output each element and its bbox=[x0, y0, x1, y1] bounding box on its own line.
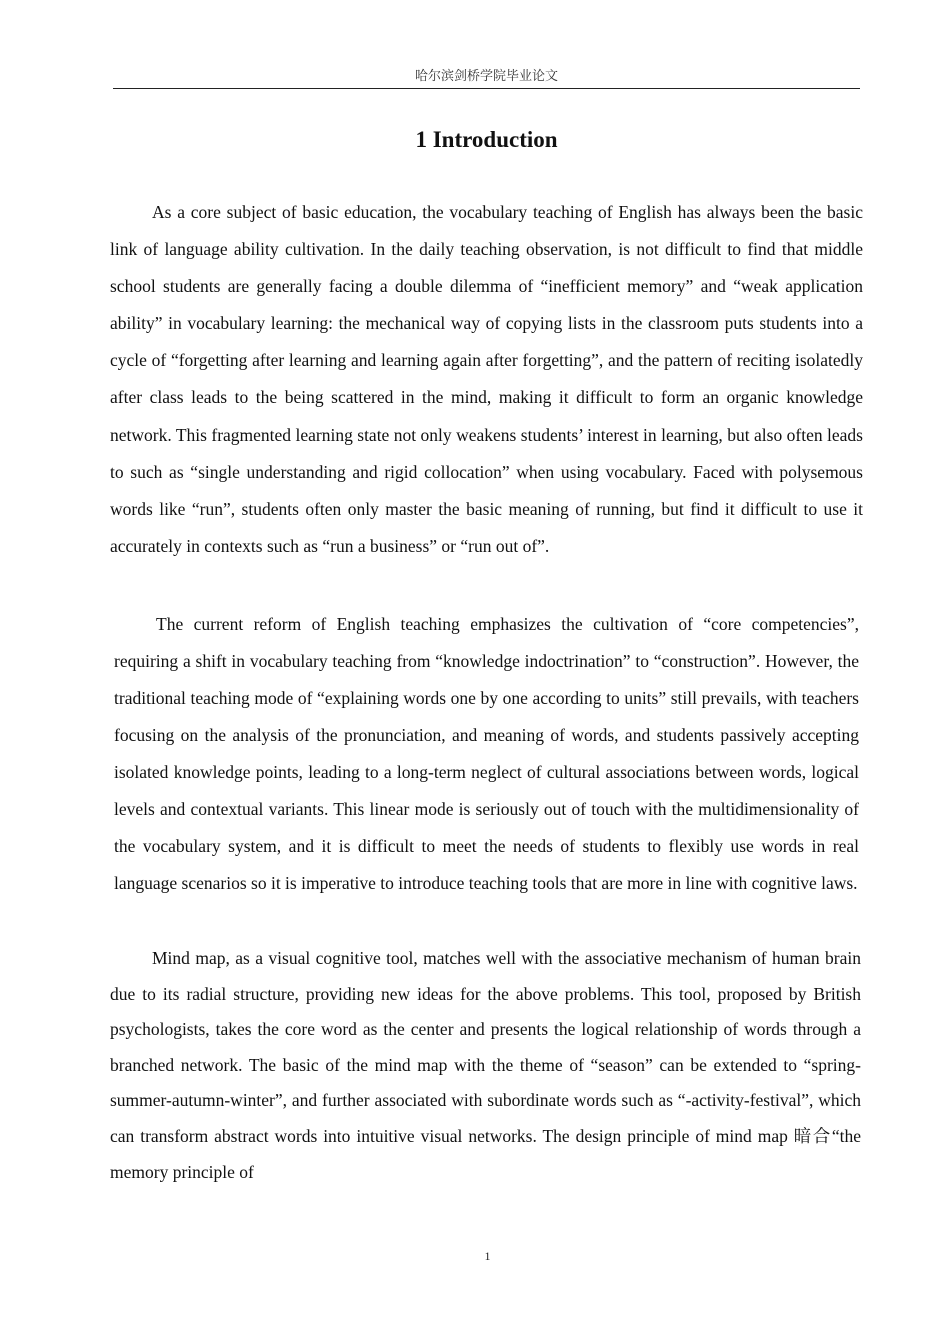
body-paragraph: As a core subject of basic education, the vocabulary teaching of English has always been the basic link of language ability cultivation. In the daily teaching observation, is not difficult to find that middle school students are generally facing a double dilemma of “inefficient memory” and “weak application ability” in vocabulary learning: the mechanical way of copying lists in the classroom puts students into a cycle of “forgetting after learning and learning again after forgetting”, and the pattern of reciting isolatedly after class leads to the being scattered in the mind, making it difficult to form an organic knowledge network. This fragmented learning state not only weakens students’ interest in learning, but also often leads to such as “single understanding and rigid collocation” when using vocabulary. Faced with polysemous words like “run”, students often only master the basic meaning of running, but find it difficult to use it accurately in contexts such as “run a business” or “run out of”. bbox=[110, 202, 863, 556]
body-paragraph: The current reform of English teaching emphasizes the cultivation of “core competencies”, requiring a shift in vocabulary teaching from “knowledge indoctrination” to “construction”. However, the traditional teaching mode of “explaining words one by one according to units” still prevails, with teachers focusing on the analysis of the pronunciation, and meaning of words, and students passively accepting isolated knowledge points, leading to a long-term neglect of cultural associations between words, logical levels and contextual variants. This linear mode is seriously out of touch with the multidimensionality of the vocabulary system, and it is difficult to meet the needs of students to flexibly use words in real language scenarios so it is imperative to introduce teaching tools that are more in line with cognitive laws. bbox=[114, 614, 859, 893]
page-header: 哈尔滨剑桥学院毕业论文 bbox=[113, 66, 860, 89]
page-number: 1 bbox=[484, 1249, 491, 1263]
body-paragraph: Mind map, as a visual cognitive tool, matches well with the associative mechanism of human brain due to its radial structure, providing new ideas for the above problems. This tool, proposed by British psychologists, takes the core word as the center and presents the logical relationship of words through a branched network. The basic of the mind map with the theme of “season” can be extended to “spring-summer-autumn-winter”, and further associated with subordinate words such as “-activity-festival”, which can transform abstract words into intuitive visual networks. The design principle of mind map 暗合“the memory principle of bbox=[110, 948, 861, 1182]
chapter-title: 1 Introduction bbox=[415, 127, 558, 152]
